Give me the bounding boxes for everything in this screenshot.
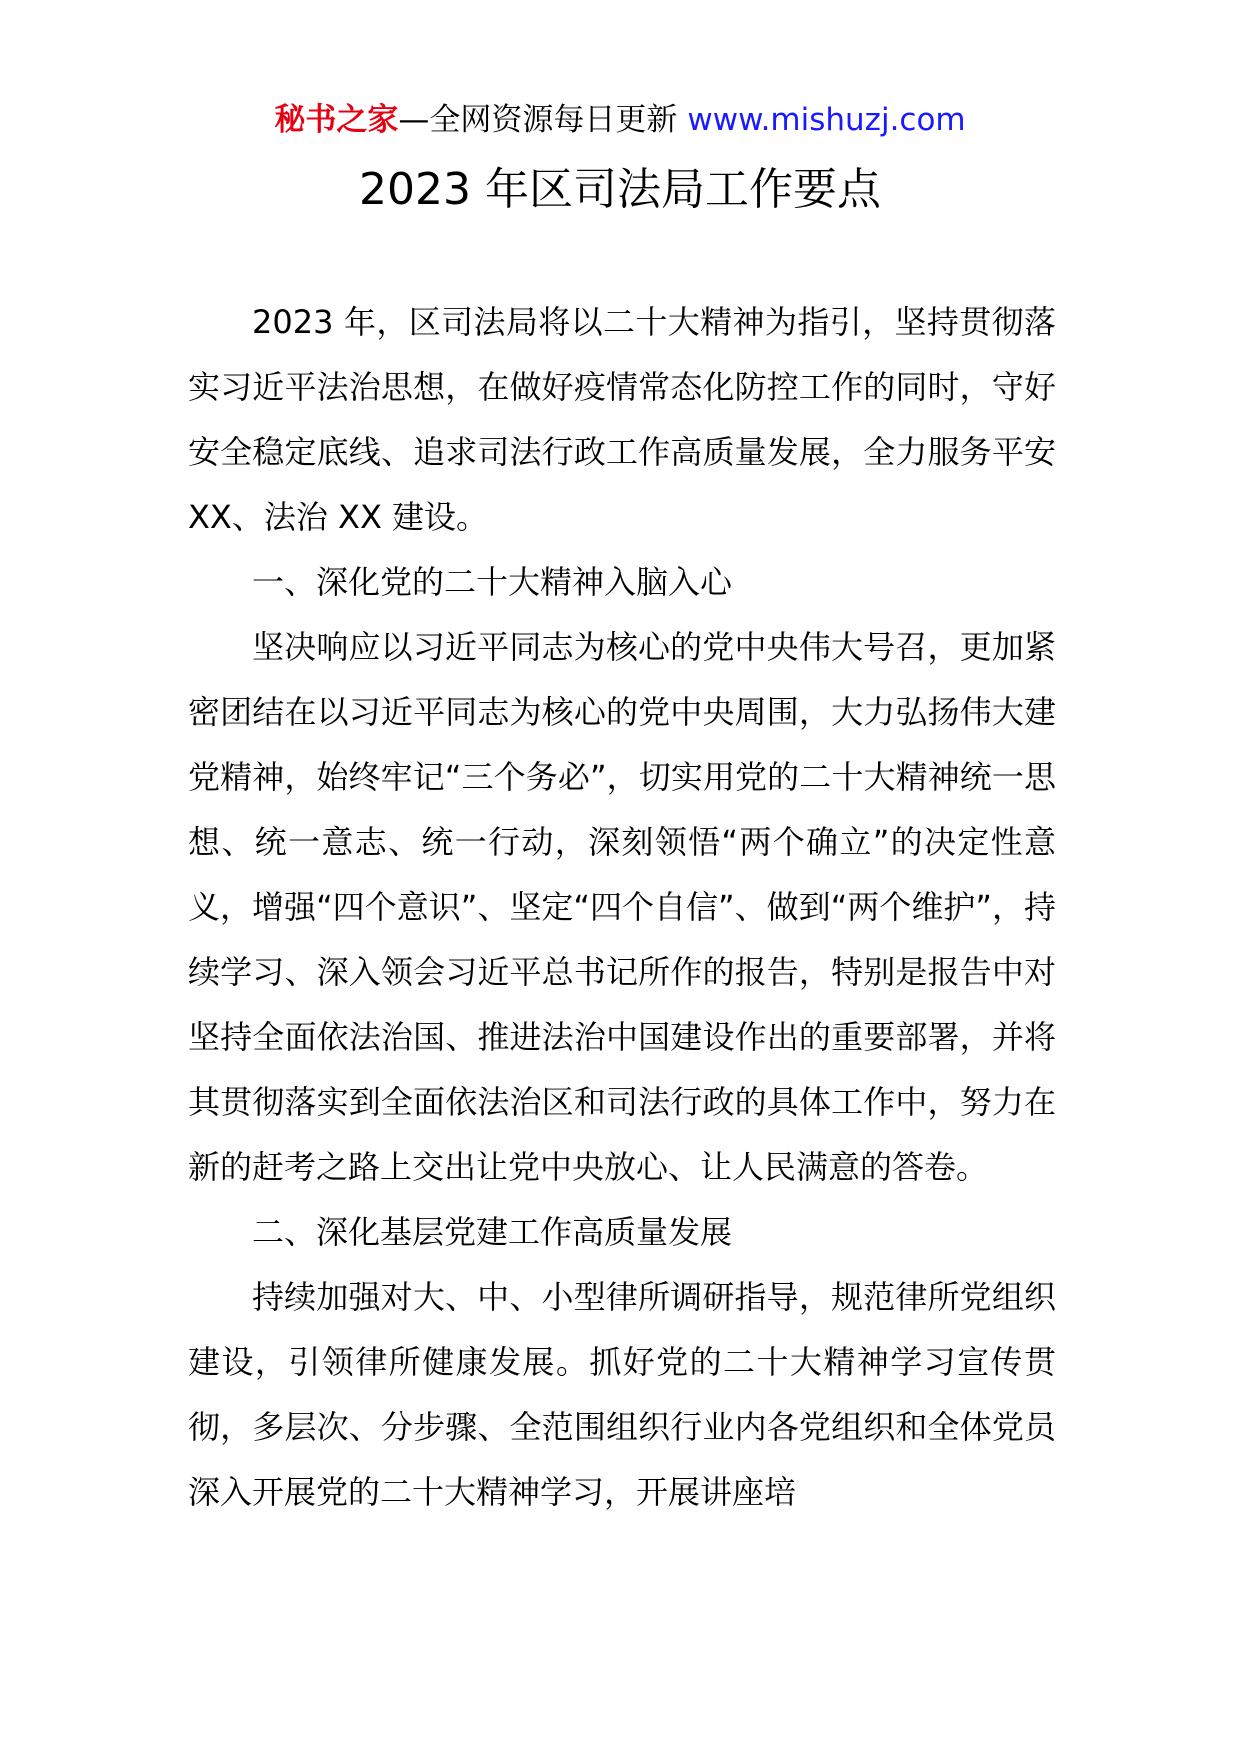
site-url-link[interactable]: www.mishuzj.com: [687, 102, 966, 138]
intro-paragraph: 2023 年，区司法局将以二十大精神为指引，坚持贯彻落实习近平法治思想，在做好疫情常态化防控工作的同时，守好安全稳定底线、追求司法行政工作高质量发展，全力服务平安 XX、法治 XX 建设。: [188, 303, 1056, 536]
document-body: [188, 290, 1056, 1525]
brand-name: 秘书之家: [274, 102, 399, 138]
header-slogan: —全网资源每日更新: [398, 102, 678, 138]
section-heading-2: 二、深化基层党建工作高质量发展: [252, 1213, 733, 1251]
document-title: 2023 年区司法局工作要点: [359, 164, 881, 215]
section-2-paragraph: 持续加强对大、中、小型律所调研指导，规范律所党组织建设，引领律所健康发展。抓好党的二十大精神学习宣传贯彻，多层次、分步骤、全范围组织行业内各党组织和全体党员深入开展党的二十大精神学习，开展讲座培: [188, 1278, 1056, 1511]
site-header: [0, 98, 1240, 142]
section-1-paragraph: 坚决响应以习近平同志为核心的党中央伟大号召，更加紧密团结在以习近平同志为核心的党中央周围，大力弘扬伟大建党精神，始终牢记“三个务必”，切实用党的二十大精神统一思想、统一意志、统一行动，深刻领悟“两个确立”的决定性意义，增强“四个意识”、坚定“四个自信”、做到“两个维护”，持续学习、深入领会习近平总书记所作的报告，特别是报告中对坚持全面依法治国、推进法治中国建设作出的重要部署，并将其贯彻落实到全面依法治区和司法行政的具体工作中，努力在新的赶考之路上交出让党中央放心、让人民满意的答卷。: [188, 628, 1056, 1186]
section-heading-1: 一、深化党的二十大精神入脑入心: [252, 563, 733, 601]
